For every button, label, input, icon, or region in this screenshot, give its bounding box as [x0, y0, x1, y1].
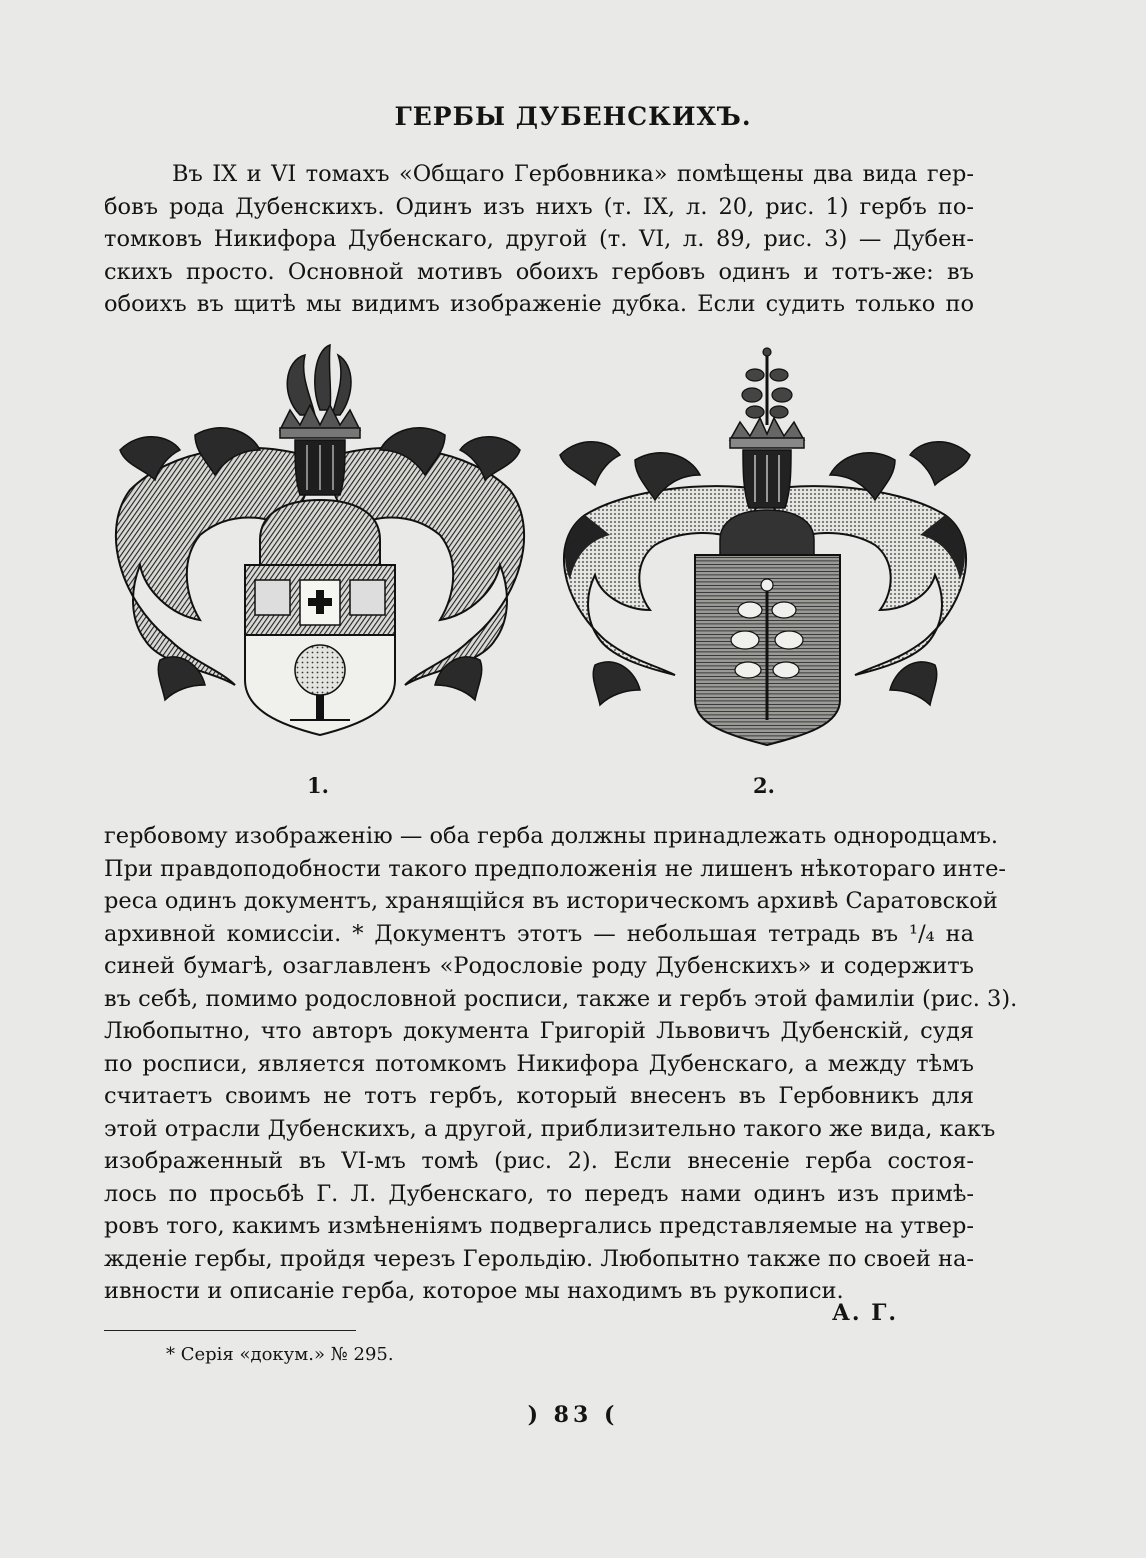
- text-line: этой отрасли Дубенскихъ, а другой, приблизительно такого же вида, какъ: [104, 1115, 996, 1142]
- text-line: гербовому изображенію — оба герба должны принадлежать однородцамъ.: [104, 823, 999, 849]
- text-line: архивной комиссіи. * Документъ этотъ — небольшая тетрадь въ ¹/₄ на: [104, 920, 974, 947]
- text-line: обоихъ въ щитѣ мы видимъ изображеніе дубка. Если судить только по: [104, 291, 974, 317]
- footnote-divider: [104, 1330, 356, 1331]
- text-line: ровъ того, какимъ измѣненіямъ подвергались представляемые на утвер-: [104, 1213, 974, 1239]
- text-line: Любопытно, что авторъ документа Григорій Львовичъ Дубенскій, судя: [104, 1018, 974, 1044]
- page-title: ГЕРБЫ ДУБЕНСКИХЪ.: [394, 102, 752, 131]
- coat-of-arms-figures: [100, 340, 990, 760]
- figure-1-label: 1.: [307, 773, 329, 798]
- page-number: ) 83 (: [527, 1402, 619, 1428]
- text-line: Въ IX и VI томахъ «Общаго Гербовника» помѣщены два вида гер-: [172, 161, 974, 187]
- footnote: * Серія «докум.» № 295.: [166, 1344, 394, 1365]
- text-line: реса одинъ документъ, хранящійся въ историческомъ архивѣ Саратовской: [104, 888, 998, 914]
- text-line: ивности и описаніе герба, которое мы находимъ въ рукописи.: [104, 1278, 844, 1304]
- text-line: лось по просьбѣ Г. Л. Дубенскаго, то передъ нами одинъ изъ примѣ-: [104, 1180, 974, 1207]
- text-line: по росписи, является потомкомъ Никифора Дубенскаго, а между тѣмъ: [104, 1050, 974, 1077]
- text-line: бовъ рода Дубенскихъ. Одинъ изъ нихъ (т. IX, л. 20, рис. 1) гербъ по-: [104, 193, 974, 220]
- body-paragraph: [104, 820, 1018, 1308]
- text-line: томковъ Никифора Дубенскаго, другой (т. VI, л. 89, рис. 3) — Дубен-: [104, 226, 974, 252]
- figure-2-label: 2.: [753, 773, 775, 798]
- text-line: При правдоподобности такого предположенія не лишенъ нѣкотораго инте-: [104, 855, 1007, 882]
- author-signature: А. Г.: [832, 1300, 899, 1326]
- text-line: скихъ просто. Основной мотивъ обоихъ гербовъ одинъ и тотъ-же: въ: [104, 258, 974, 285]
- coat-of-arms-2-illustration: [545, 340, 985, 750]
- text-line: считаетъ своимъ не тотъ гербъ, который внесенъ въ Гербовникъ для: [104, 1083, 974, 1109]
- text-line: въ себѣ, помимо родословной росписи, также и гербъ этой фамиліи (рис. 3).: [104, 985, 1018, 1012]
- coat-of-arms-1-illustration: [100, 340, 540, 750]
- text-line: жденіе гербы, пройдя черезъ Герольдію. Любопытно также по своей на-: [104, 1245, 974, 1272]
- text-line: синей бумагѣ, озаглавленъ «Родословіе роду Дубенскихъ» и содержитъ: [104, 953, 974, 979]
- text-line: изображенный въ VI-мъ томѣ (рис. 2). Если внесеніе герба состоя-: [104, 1148, 974, 1174]
- intro-paragraph: [104, 158, 974, 321]
